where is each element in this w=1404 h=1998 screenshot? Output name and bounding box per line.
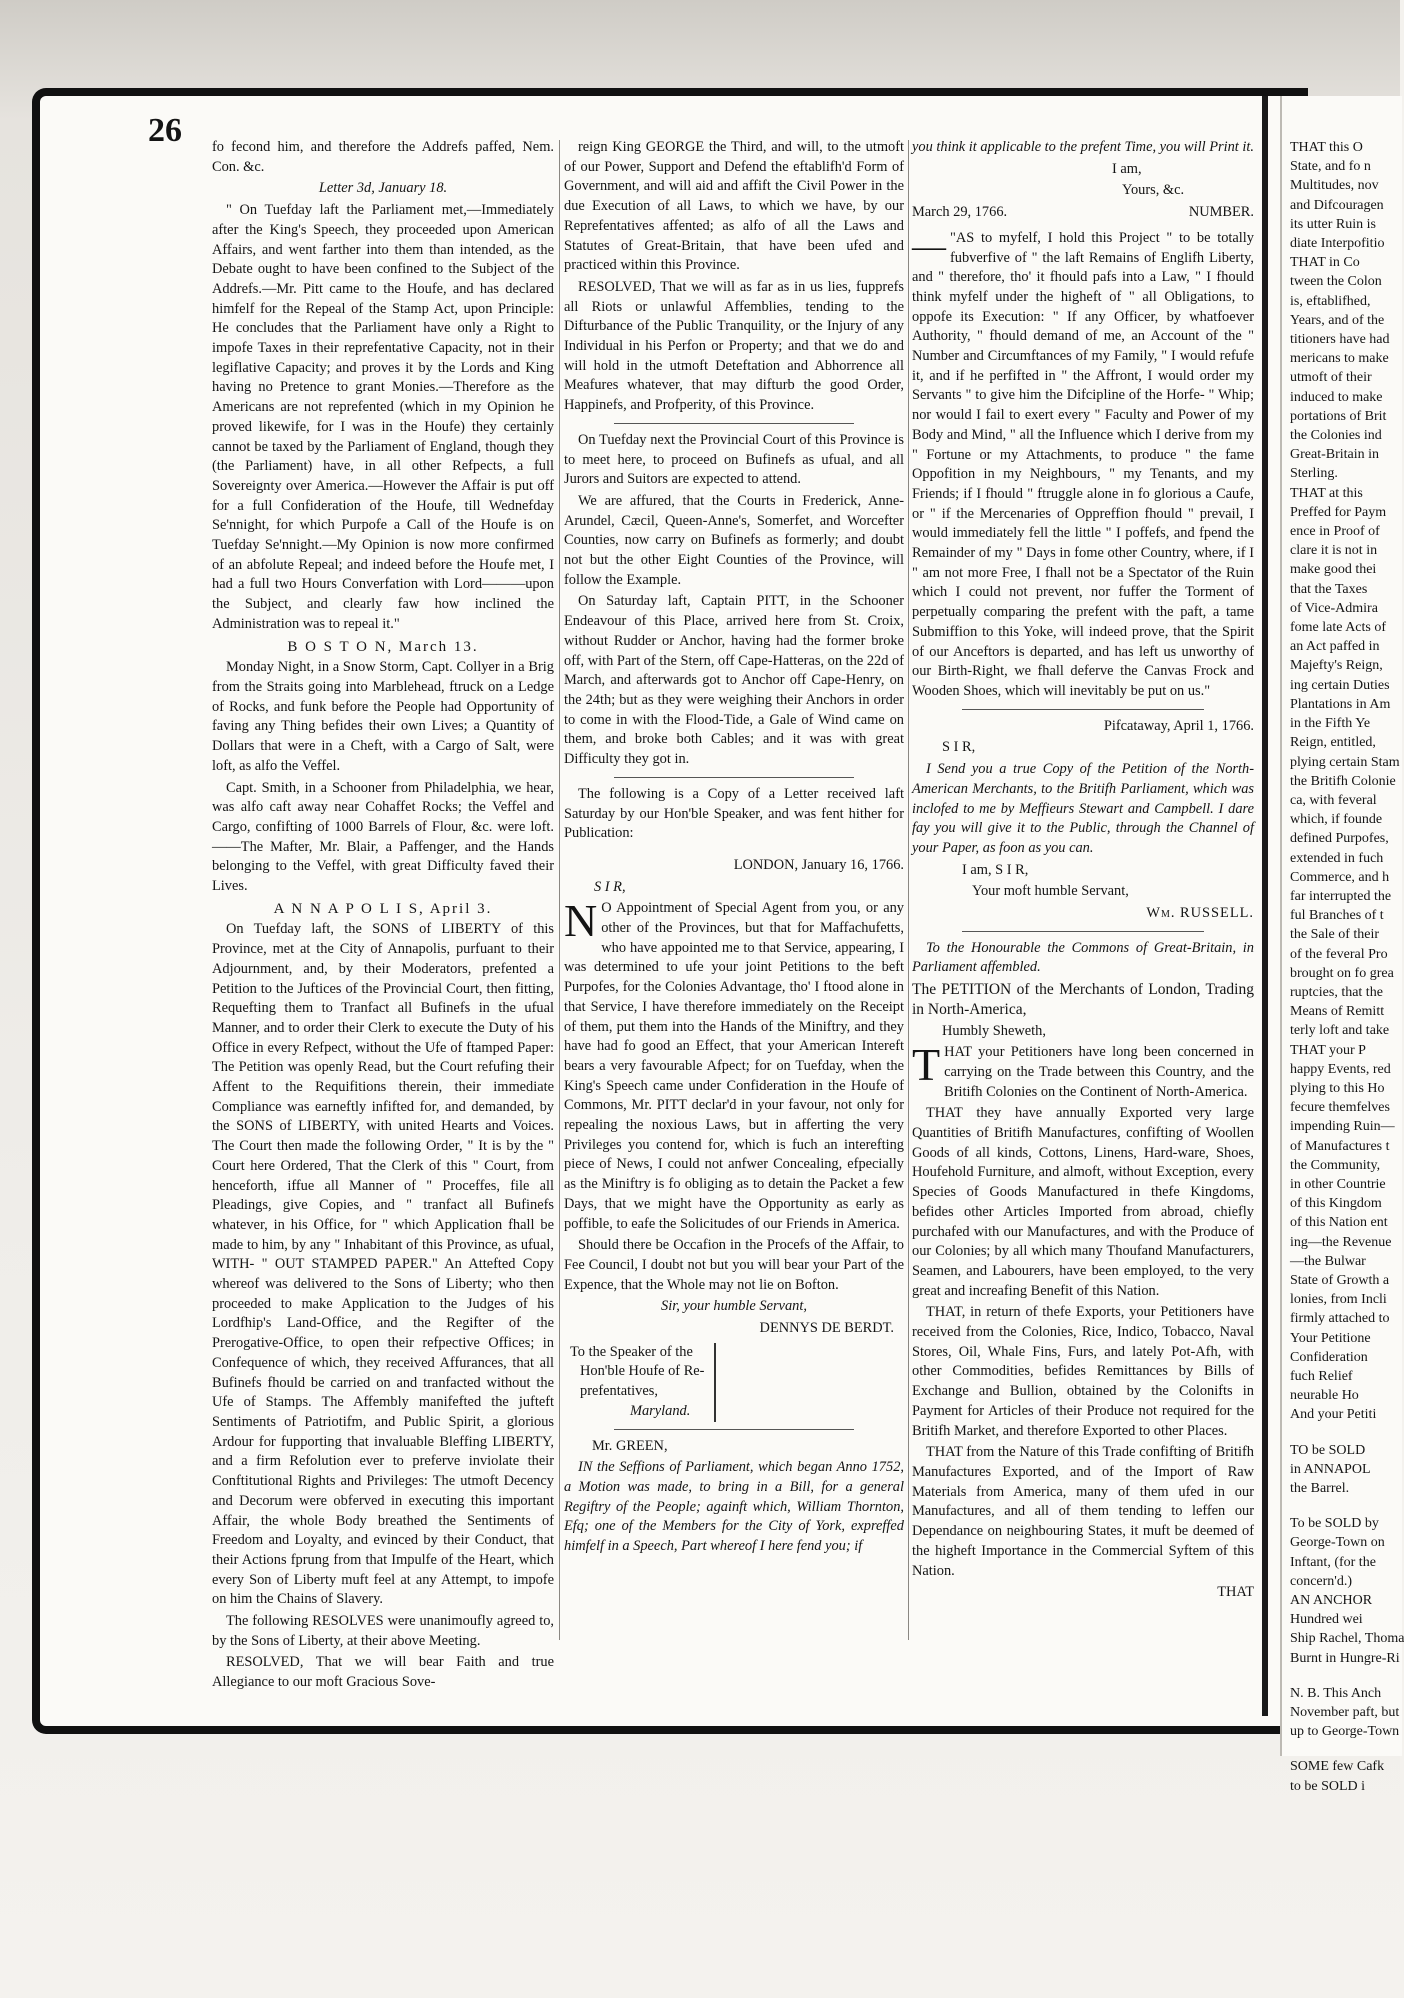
column-rule xyxy=(559,140,560,1640)
column-1 xyxy=(212,138,554,1691)
paragraph: We are affured, that the Courts in Frederick, Anne-Arundel, Cæcil, Queen-Anne's, Somerfet, and Worcefter Counties, now carry on Bufinefs as formerly; and doubt not but the other Eight Counties of the Province, will follow the Example. xyxy=(564,492,904,588)
column-4 xyxy=(1290,138,1404,1794)
paragraph: I Send you a true Copy of the Petition of the North-American Merchants, to the Britifh Parliament, which was inclofed to me by Meffieurs Stewart and Campbell. I dare fay you will give it to the Public, through the Channel of your Paper, as foon as you can. xyxy=(912,761,1254,856)
text-line: brought on fo grea xyxy=(1290,965,1394,981)
text-line: neurable Ho xyxy=(1290,1388,1359,1404)
text-line: ing certain Duties xyxy=(1290,677,1390,693)
paragraph: IN the Seffions of Parliament, which began Anno 1752, a Motion was made, to bring in a Bill, for a general Regiftry of the People; againft which, William Thornton, Efq; one of the Members for the City of York, expreffed himfelf in a Speech, Part whereof I here fend you; if xyxy=(564,1459,904,1555)
text-line: Multitudes, nov xyxy=(1290,178,1379,194)
text-line: titioners have had xyxy=(1290,332,1390,348)
quotation: — "AS to myfelf, I hold this Project " to be totally fubverfive of " the laft Remains of Englifh Liberty, and " therefore, tho' it fhould pafs into a Law, " I fhould think myfelf under the higheft of " all Obligations, to oppofe its Execution: " If any Officer, by whatfoever Authority, " fhould demand of me, an Account of the " Number and Circumftances of my Family, " I would refufe it, and if he perfifted in " the Affront, I would order my Servants " to give him the Difcipline of the Horfe- " Whip; nor would I fail to exert every " Faculty and Power of my Body and Mind, " all the Influence which I derive from my " Fortune or my Attachments, to produce " the fame Oppofition in my Neighbours, " my Tenants, and my Friends; if I fhould " ftruggle alone in fo glorious a Caufe, or " if the Mercenaries of Oppreffion fhould " prevail, I would immediately fell the little " I poffefs, and fpend the Remainder of my " Days in fome other Country, where, if I " am not more Free, I fhall not be a Spectator of the Ruin which I could not prevent, nor fuffer the Torment of perpetually comparing the prefent with the paft, a tame Submiffion to this Yoke, will indeed prove, that the Spirit of our Anceftors is departed, and has left us unworthy of our Birth-Right, we fhall deferve the Canvas Frock and Wooden Shoes, which will inevitably be put on us." xyxy=(912,227,1254,699)
text-line: fuch Relief xyxy=(1290,1369,1353,1384)
text-line: State, and fo n xyxy=(1290,159,1371,175)
text-line: that the Taxes xyxy=(1290,581,1368,597)
paragraph: THAT, in return of thefe Exports, your Petitioners have received from the Colonies, Rice, Indico, Tobacco, Naval Stores, Oil, Whale Fins, Furs, and lately Pot-Afh, with other Commodities, befides Remittances by Bills of Exchange and Bullion, obtained by the Colonifts in Payment for Articles of their Produce not required for the Britifh Market, and therefore Exported to other Places. xyxy=(912,1304,1254,1439)
text-line: of Manufactures t xyxy=(1290,1138,1390,1154)
text-line: N. B. This Anch xyxy=(1290,1685,1382,1701)
text-line: THAT this O xyxy=(1290,140,1363,155)
paragraph: reign King GEORGE the Third, and will, to the utmoft of our Power, Support and Defend the eftablifh'd Form of Government, and will aid and affift the Civil Power in the due Execution of all Laws, to which we have, by our Reprefentatives affented; as alfo of all the Laws and Statutes of Great-Britain, that have been ufed and practiced within this Province. xyxy=(564,139,904,274)
letter-heading: Letter 3d, January 18. xyxy=(318,180,448,197)
spacer xyxy=(1290,1668,1400,1684)
paragraph: " On Tuefday laft the Parliament met,—Immediately after the King's Speech, they proceeded upon American Affairs, and went farther into them than intended, as the Debate ought to have been confined to the Subject of the Addrefs.—Mr. Pitt came to the Houfe, and has declared himfelf for the Repeal of the Stamp Act, upon Principle: He concludes that the Parliament have only a Right to impofe Taxes in their reprefentative Capacity, not in their legiflative Capacity; and proves it by the Lords and King having no Pretence to grant Monies.—Therefore as the Americans are not reprefented (which in my Opinion he proved likewife, for I was in the Houfe) they certainly cannot be taxed by the Parliament of England, though they (the Parliament) have, in all other Refpects, a full Sovereignty over America.—However the Affair is put off for a full Confideration of the Houfe, till Wednefday Se'nnight, for which Purpofe a Call of the Houfe is on Tuefday Se'nnight.—My Opinion is now more confirmed of an abfolute Repeal; and indeed before the Houfe met, I had a full two Hours Converfation with Lord———upon the Subject, and clearly faw how inclined the Administration was to repeal it." xyxy=(212,202,554,632)
section-rule xyxy=(614,423,854,424)
text-line: And your Petiti xyxy=(1290,1407,1377,1423)
spacer xyxy=(1290,1498,1400,1514)
text-line: defined Purpofes, xyxy=(1290,831,1389,847)
address-line: To the Honourable the Commons of Great-Britain, in Parliament affembled. xyxy=(912,939,1254,976)
section-rule xyxy=(614,1429,854,1430)
text-line: impending Ruin— xyxy=(1290,1119,1395,1135)
text-line: and Difcouragen xyxy=(1290,197,1384,213)
dateline-annapolis: A N N A P O L I S, April 3. xyxy=(273,900,493,917)
text-line: the Barrel. xyxy=(1290,1481,1350,1497)
text-line: of the feveral Pro xyxy=(1290,946,1388,962)
closing: Your moft humble Servant, xyxy=(972,883,1129,900)
text-line: in ANNAPOL xyxy=(1290,1461,1371,1477)
paragraph: On Tuefday next the Provincial Court of this Province is to meet here, to proceed on Bufinefs as ufual, and all Jurors and Suitors are expected to attend. xyxy=(564,431,904,488)
paragraph: Capt. Smith, in a Schooner from Philadelphia, we hear, was alfo caft away near Cohaffet Rocks; the Veffel and Cargo, confifting of 1000 Barrels of Flour, &c. were loft.——The Mafter, Mr. Blair, a Paffenger, and the Hands belonging to the Veffel, with great Difficulty faved their Lives. xyxy=(212,779,554,895)
text-line: Inftant, (for the xyxy=(1290,1554,1376,1570)
column-rule xyxy=(908,140,909,1640)
text-line: ence in Proof of xyxy=(1290,524,1380,540)
text-line: of this Kingdom xyxy=(1290,1196,1382,1212)
petition-title: The PETITION of the Merchants of London, Trading in North-America, xyxy=(912,981,1254,1018)
text-line: induced to make xyxy=(1290,389,1383,405)
page-gutter xyxy=(1262,96,1268,1716)
paragraph: N O Appointment of Special Agent from you, or any other of the Provinces, but that for Maffachufetts, who have appointed me to that Service, appearing, I was determined to ufe your joint Petitions to the beft Purpofes, for the Colonies Advantage, tho' I ftood alone in that Service, I have therefore immediately on the Receipt of them, put them into the Hands of the Miniftry, and they have had fo good an Effect, that your American Intereft bears a very favourable Afpect; for on Tuefday, when the King's Speech came under Confideration in the Houfe of Commons, Mr. PITT declar'd in your favour, not only for repealing the noxious Laws, but in afferting the very Privileges you contend for, which is fuch an interefting piece of News, I could not anfwer Concealing, efpecially as the Miniftry is fo obliging as to detain the Packet a few Days, that we might have the Opportunity as early as poffible, to eafe the Solicitudes of our Friends in America. xyxy=(564,895,904,1232)
text-line: diate Interpofitio xyxy=(1290,236,1385,252)
text-line: THAT your P xyxy=(1290,1042,1366,1058)
text-line: Means of Remitt xyxy=(1290,1004,1385,1020)
text-line: —the Bulwar xyxy=(1290,1253,1366,1269)
text-line: ca, with feveral xyxy=(1290,792,1377,808)
paragraph: you think it applicable to the prefent Time, you will Print it. xyxy=(912,139,1255,155)
text-line: of Vice-Admira xyxy=(1290,600,1378,616)
text-line: Commerce, and h xyxy=(1290,869,1390,885)
text-line: the Colonies ind xyxy=(1290,428,1382,444)
text-line: fome late Acts of xyxy=(1290,620,1387,636)
text-line: is, eftablifhed, xyxy=(1290,293,1371,309)
text-line: the Sale of their xyxy=(1290,927,1380,943)
paragraph: THAT from the Nature of this Trade confifting of Britifh Manufactures Exported, and of the Import of Raw Materials from America, many of them ufed in our Manufactures, and all of them tending to leffen our Dependance on neighbouring States, it muft be deemed of the higheft Importance in the Commercial Syftem of this Nation. xyxy=(912,1444,1254,1579)
text-line: lonies, from Incli xyxy=(1290,1292,1387,1308)
dateline-boston: B O S T O N, March 13. xyxy=(287,638,479,655)
text-line: Plantations in Am xyxy=(1290,696,1391,712)
text-line: tween the Colon xyxy=(1290,274,1382,290)
text-line: Ship Rachel, Thoma xyxy=(1290,1631,1404,1647)
text-line: George-Town on xyxy=(1290,1535,1385,1551)
paragraph: RESOLVED, That we will bear Faith and true Allegiance to our moft Gracious Sove- xyxy=(212,1654,554,1691)
text-line: Hundred wei xyxy=(1290,1612,1363,1628)
number-label: NUMBER. xyxy=(1188,204,1254,221)
text-line: up to George-Town xyxy=(1290,1724,1400,1740)
closing: I am, xyxy=(1112,160,1142,177)
closing: Sir, your humble Servant, xyxy=(661,1298,807,1315)
spacer xyxy=(1290,1425,1400,1441)
page-number: 26 xyxy=(148,112,182,149)
text-line: far interrupted the xyxy=(1290,888,1392,904)
text-line: November paft, but xyxy=(1290,1705,1400,1721)
text-line: THAT in Co xyxy=(1290,255,1360,271)
drop-cap: T xyxy=(912,1039,941,1091)
text-line: TO be SOLD xyxy=(1290,1442,1366,1458)
letter-dateline: Pifcataway, April 1, 1766. xyxy=(1103,717,1254,734)
column-3 xyxy=(912,138,1254,1678)
text-line: SOME few Cafk xyxy=(1290,1759,1385,1775)
text-line: Confideration xyxy=(1290,1349,1368,1365)
text-line: the Britifh Colonie xyxy=(1290,773,1396,789)
text-line: AN ANCHOR xyxy=(1290,1593,1373,1609)
section-rule xyxy=(962,931,1204,932)
paragraph: The following is a Copy of a Letter received laft Saturday by our Hon'ble Speaker, and was fent hither for Publication: xyxy=(564,785,904,842)
paragraph: Monday Night, in a Snow Storm, Capt. Collyer in a Brig from the Straits going into Marblehead, ftruck on a Ledge of Rocks, and funk before the People had Opportunity of faving any Thing befides their own Lives; a Quantity of Dollars that were in a Cheft, with a Cargo of Salt, were loft, as alfo the Veffel. xyxy=(212,659,554,774)
text-line: THAT at this xyxy=(1290,485,1363,501)
text-line: Preffed for Paym xyxy=(1290,504,1387,520)
paragraph: THAT they have annually Exported very large Quantities of Britifh Manufactures, confifting of Woollen Goods of all kinds, Cottons, Linens, Hard-ware, Shoes, Houfehold Furniture, and almoft, without Exception, every Species of Goods Manufactured in thefe Kingdoms, befides other Articles Imported from abroad, chiefly purchafed with our Manufactures, and with the Produce of our Colonies; by all which many Thoufand Manufacturers, Seamen, and Labourers, have been employed, to the very great and increafing Benefit of this Nation. xyxy=(912,1105,1254,1299)
text-line: Reign, entitled, xyxy=(1290,735,1376,751)
text-line: which, if founde xyxy=(1290,812,1383,828)
text-line: Burnt in Hungre-Ri xyxy=(1290,1650,1400,1666)
text-line: extended in fuch xyxy=(1290,850,1384,866)
text-line: Your Petitione xyxy=(1290,1330,1371,1346)
paragraph: On Tuefday laft, the SONS of LIBERTY of this Province, met at the City of Annapolis, purfuant to their Adjournment, and, by their Moderators, prefented a Petition to the Juftices of the Provincial Court, then fitting, Requefting them to Tranfact all Bufinefs in the ufual Manner, and to order their Clerk to execute the Duty of his Office in every Refpect, without the Ufe of ftamped Paper: The Petition was openly Read, but the Court refufing their Affent to the Requifitions therein, their immediate Compliance was earneftly infifted for, and demanded, by the SONS of LIBERTY, with united Hearts and Voices. The Court then made the following Order, " It is by the " Court here Ordered, That the Clerk of this " Court, from henceforth, iffue all Manner of " Proceffes, file all Pleadings, give Copies, and " tranfact all Bufinefs whatever, in his Office, for " which Application fhall be made to him, by any " Inhabitant of this Province, as ufual, WITH- " OUT STAMPED PAPER." An Attefted Copy whereof was delivered to the Sons of Liberty; who then proceeded to make Application to the Judges of his Lordfhip's Land-Office, and the Regifter of the Prerogative-Office, to open their refpective Offices; in Confequence of which, they received Affurances, that all Bufinefs fhould be carried on and tranfacted without the Ufe of Stamps. The Affembly manifefted the jufteft Sentiments of Patriotifm, and Public Spirit, a glorious Ardour for fupporting that invaluable Bleffing LIBERTY, and a firm Refolution ever to preferve inviolate their Conftitutional Rights and Privileges: The utmoft Decency and Decorum were obferved in executing this important Affair, the whole Body breathed the Sentiments of Freedom and Loyalty, and evinced by their Conduct, that their Actions fprung from that Impulfe of the Heart, which every Son of Liberty muft feel at any Attempt, to impofe on him the Chains of Slavery. xyxy=(212,921,554,1608)
text-line: Years, and of the xyxy=(1290,312,1385,328)
text-line: utmoft of their xyxy=(1290,370,1372,386)
paragraph: On Saturday laft, Captain PITT, in the Schooner Endeavour of this Place, arrived here from St. Croix, without Rudder or Anchor, having had the former broke off, with Part of the Stern, off Cape-Hatteras, on the 22d of March, and afterwards got to Anchor off Cape-Henry, on the 24th; but as they were weighing their Anchors in order to come in with the Flood-Tide, a Gale of Wind came on them, and broke both Cables; and it was with great Difficulty they got in. xyxy=(564,593,904,768)
text-line: Majefty's Reign, xyxy=(1290,658,1383,674)
signature: DENNYS DE BERDT. xyxy=(759,1320,894,1337)
drop-cap: N xyxy=(564,895,598,947)
closing: I am, S I R, xyxy=(962,861,1029,878)
text-line: fecure themfelves xyxy=(1290,1100,1390,1116)
date: March 29, 1766. NUMBER. xyxy=(912,203,1254,223)
text-line: ful Branches of t xyxy=(1290,908,1384,924)
text-line: to be SOLD i xyxy=(1290,1778,1366,1794)
text-line: the Community, xyxy=(1290,1157,1381,1173)
text-line: in the Fifth Ye xyxy=(1290,716,1371,732)
text-line: Great-Britain in xyxy=(1290,447,1380,463)
text-line: ing—the Revenue xyxy=(1290,1234,1392,1250)
salutation: S I R, xyxy=(594,878,626,895)
text-line: clare it is not in xyxy=(1290,543,1378,559)
text-line: mericans to make xyxy=(1290,351,1389,367)
drop-cap: — xyxy=(912,227,946,265)
text-line: concern'd.) xyxy=(1290,1573,1352,1589)
section-rule xyxy=(962,709,1204,710)
paragraph: fo fecond him, and therefore the Addrefs paffed, Nem. Con. &c. xyxy=(212,139,554,175)
text-line: portations of Brit xyxy=(1290,408,1387,424)
letter-dateline: LONDON, January 16, 1766. xyxy=(733,856,904,873)
text-line: Sterling. xyxy=(1290,466,1338,482)
signature: Wm. RUSSELL. xyxy=(1146,905,1254,922)
text-line: plying to this Ho xyxy=(1290,1080,1385,1096)
spacer xyxy=(1290,1741,1400,1757)
text-line: happy Events, red xyxy=(1290,1061,1391,1077)
text-line: To be SOLD by xyxy=(1290,1516,1379,1532)
paragraph: Should there be Occafion in the Procefs of the Affair, to Fee Council, I doubt not but you will bear your Part of the Expence, that the Whole may not lie on Bofton. xyxy=(564,1237,904,1293)
text-line: in other Countrie xyxy=(1290,1176,1386,1192)
text-line: make good thei xyxy=(1290,562,1377,578)
catchword: THAT xyxy=(1217,1584,1254,1601)
text-line: ruptcies, that the xyxy=(1290,984,1383,1000)
addressee: To the Speaker of the Hon'ble Houfe of Re- prefentatives, Maryland. xyxy=(564,1343,904,1422)
text-line: plying certain Stam xyxy=(1290,754,1400,770)
paragraph: THAT your Petitioners have long been concerned in carrying on the Trade between this Country, and the Britifh Colonies on the Continent of North-America. xyxy=(912,1039,1254,1100)
closing: Yours, &c. xyxy=(1122,182,1185,199)
text-line: firmly attached to xyxy=(1290,1311,1390,1327)
column-2 xyxy=(564,138,904,1678)
text-line: its utter Ruin is xyxy=(1290,216,1376,232)
section-rule xyxy=(614,777,854,778)
text-line: an Act paffed in xyxy=(1290,639,1380,655)
paragraph: RESOLVED, That we will as far as in us lies, fupprefs all Riots or unlawful Affemblies, tending to the Difturbance of the Public Tranquility, or the Injury of any Individual in his Perfon or Property; and that we do and will hold in the utmoft Deteftation and Abhorrence all Meafures whatever, that may difturb the good Order, Happinefs, and Profperity, of this Province. xyxy=(564,278,904,414)
text-line: terly loft and take xyxy=(1290,1023,1390,1039)
text-line: State of Growth a xyxy=(1290,1272,1390,1288)
text-line: of this Nation ent xyxy=(1290,1215,1388,1231)
salutation: Mr. GREEN, xyxy=(592,1437,668,1454)
salutation: S I R, xyxy=(942,739,976,756)
paragraph: The following RESOLVES were unanimoufly agreed to, by the Sons of Liberty, at their above Meeting. xyxy=(212,1613,554,1649)
petition-heading: Humbly Sheweth, xyxy=(942,1022,1046,1039)
